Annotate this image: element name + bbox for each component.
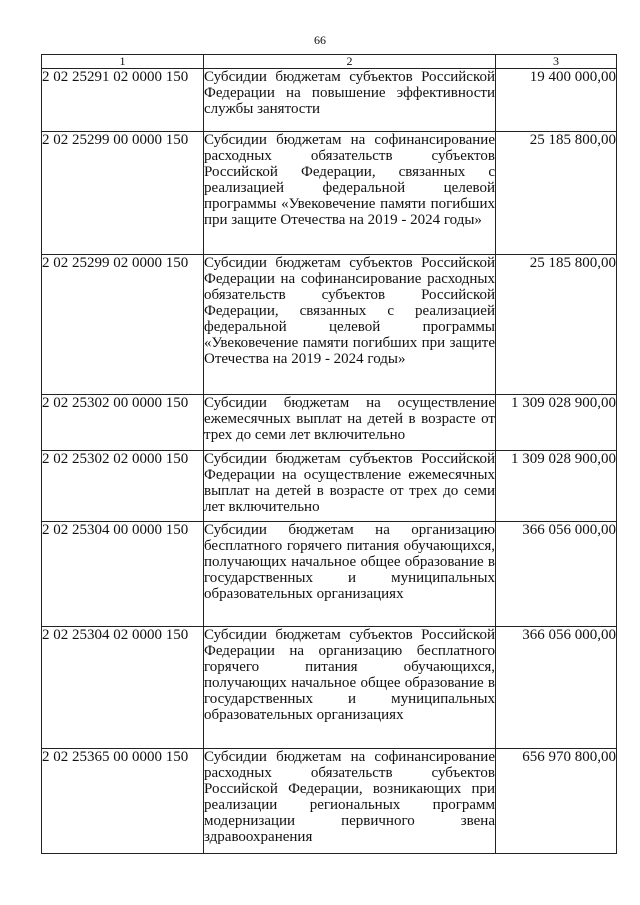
- page-number: 66: [314, 33, 326, 47]
- table-row: [42, 522, 617, 627]
- table-row: [42, 627, 617, 749]
- budget-code-cell: 2 02 25365 00 0000 150: [42, 749, 204, 854]
- amount-cell: 25 185 800,00: [496, 255, 617, 395]
- description-cell: Субсидии бюджетам субъектов Российской Федерации на софинансирование расходных обязательств субъектов Российской Федерации, связанных с реализацией федеральной целевой программы «Увековечение памяти погибших при защите Отечества на 2019 - 2024 годы»: [204, 255, 496, 395]
- column-header-description: 2: [204, 55, 496, 69]
- table-row: [42, 451, 617, 522]
- table-row: [42, 749, 617, 854]
- column-header-code: 1: [42, 55, 204, 69]
- column-header-amount: 3: [496, 55, 617, 69]
- budget-code-cell: 2 02 25299 00 0000 150: [42, 132, 204, 255]
- budget-code-cell: 2 02 25291 02 0000 150: [42, 69, 204, 132]
- amount-cell: 366 056 000,00: [496, 627, 617, 749]
- description-cell: Субсидии бюджетам на софинансирование расходных обязательств субъектов Российской Федерации, возникающих при реализации региональных программ модернизации первичного звена здравоохранения: [204, 749, 496, 854]
- amount-cell: 366 056 000,00: [496, 522, 617, 627]
- amount-cell: 656 970 800,00: [496, 749, 617, 854]
- budget-code-cell: 2 02 25302 02 0000 150: [42, 451, 204, 522]
- amount-cell: 1 309 028 900,00: [496, 395, 617, 451]
- table-row: [42, 69, 617, 132]
- description-cell: Субсидии бюджетам субъектов Российской Федерации на повышение эффективности службы занятости: [204, 69, 496, 132]
- description-cell: Субсидии бюджетам на организацию бесплатного горячего питания обучающихся, получающих начальное общее образование в государственных и муниципальных образовательных организациях: [204, 522, 496, 627]
- table-header-row: [42, 55, 617, 69]
- description-cell: Субсидии бюджетам субъектов Российской Федерации на осуществление ежемесячных выплат на детей в возрасте от трех до семи лет включительно: [204, 451, 496, 522]
- description-cell: Субсидии бюджетам субъектов Российской Федерации на организацию бесплатного горячего питания обучающихся, получающих начальное общее образование в государственных и муниципальных образовательных организациях: [204, 627, 496, 749]
- table-row: [42, 255, 617, 395]
- description-cell: Субсидии бюджетам на софинансирование расходных обязательств субъектов Российской Федерации, связанных с реализацией федеральной целевой программы «Увековечение памяти погибших при защите Отечества на 2019 - 2024 годы»: [204, 132, 496, 255]
- amount-cell: 1 309 028 900,00: [496, 451, 617, 522]
- budget-code-cell: 2 02 25302 00 0000 150: [42, 395, 204, 451]
- budget-revenue-table: [41, 54, 617, 854]
- budget-code-cell: 2 02 25304 02 0000 150: [42, 627, 204, 749]
- budget-code-cell: 2 02 25299 02 0000 150: [42, 255, 204, 395]
- amount-cell: 25 185 800,00: [496, 132, 617, 255]
- table-row: [42, 395, 617, 451]
- table-row: [42, 132, 617, 255]
- description-cell: Субсидии бюджетам на осуществление ежемесячных выплат на детей в возрасте от трех до семи лет включительно: [204, 395, 496, 451]
- amount-cell: 19 400 000,00: [496, 69, 617, 132]
- budget-code-cell: 2 02 25304 00 0000 150: [42, 522, 204, 627]
